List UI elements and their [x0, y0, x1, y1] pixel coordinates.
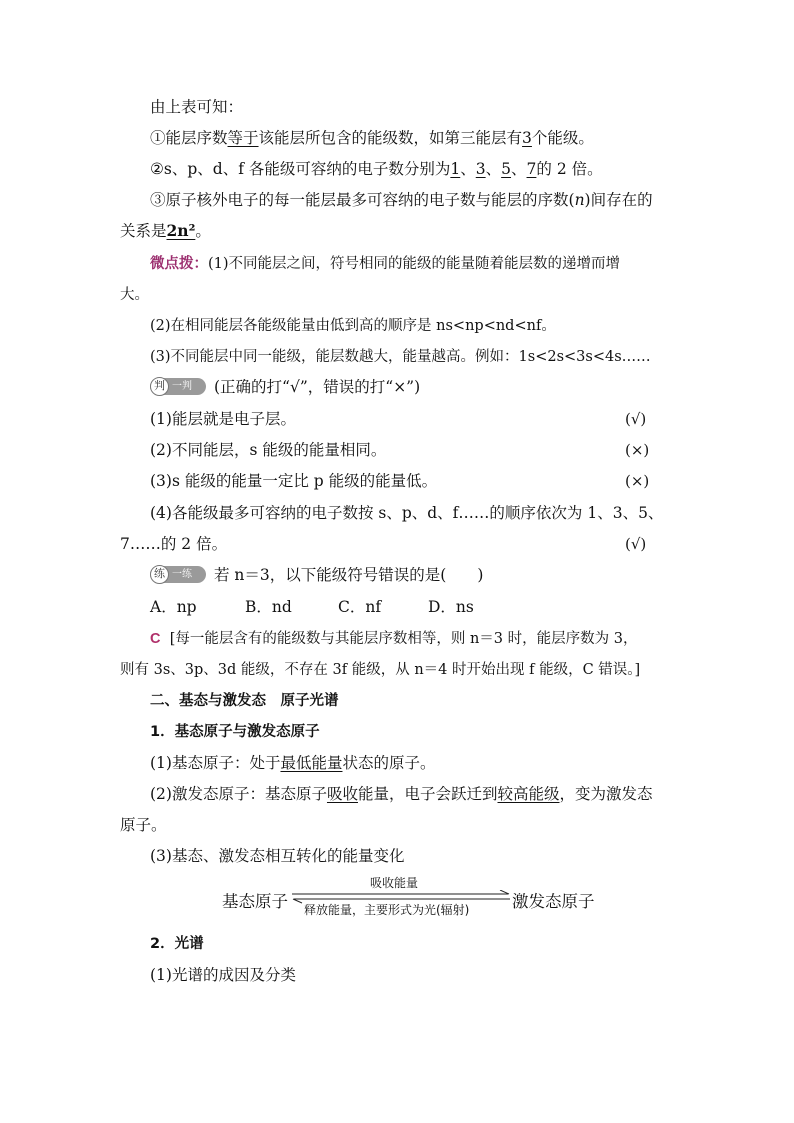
blank-answer: 最低能量 [280, 754, 343, 772]
blank-answer: 5 [501, 160, 512, 178]
judge-header [150, 376, 676, 398]
judge-item-4-cont: 7……的 2 倍。 [120, 535, 228, 553]
option-d: D．ns [428, 598, 474, 616]
judge-item-3: (3)s 能级的能量一定比 p 能级的能量低。 [150, 472, 438, 490]
blank-answer: 3 [475, 160, 486, 178]
point-3-cont: 关系是2n²。 [120, 221, 211, 240]
judge-item-4: (4)各能级最多可容纳的电子数按 s、p、d、f……的顺序依次为 1、3、5、 [150, 504, 664, 522]
point-2: ②s、p、d、f 各能级可容纳的电子数分别为1、3、5、7的 2 倍。 [150, 160, 603, 178]
subsection-1: 1．基态原子与激发态原子 [150, 724, 320, 740]
tip-line-3: (3)不同能层中同一能级，能层数越大，能量越高。例如：1s<2s<3s<4s…… [150, 349, 651, 365]
energy-change-title: (3)基态、激发态相互转化的能量变化 [150, 847, 405, 865]
absorb-label: 吸收能量 [370, 876, 419, 890]
section-heading: 二、基态与激发态 原子光谱 [150, 693, 339, 709]
tip-line-1-cont: 大。 [120, 287, 149, 303]
point-3: ③原子核外电子的每一能层最多可容纳的电子数与能层的序数(n)间存在的 [150, 191, 653, 209]
subsection-2: 2．光谱 [150, 936, 204, 952]
tip-label: 微点拨： [150, 255, 208, 272]
blank-answer: 3 [522, 129, 532, 147]
judge-badge-icon: 判 一判 [150, 378, 206, 395]
excited-state-def: (2)激发态原子：基态原子吸收能量，电子会跃迁到较高能级，变为激发态 [150, 785, 653, 803]
judge-instruction: (正确的打“√”，错误的打“×”) [214, 378, 421, 396]
intro-text: 由上表可知： [150, 98, 244, 116]
blank-answer: 7 [526, 160, 537, 178]
blank-answer: 1 [450, 160, 461, 178]
judge-mark-2: (×) [625, 441, 650, 459]
ground-state-label: 基态原子 [222, 892, 288, 911]
practice-question: 若 n＝3，以下能级符号错误的是( ) [214, 566, 484, 584]
judge-item-2: (2)不同能层，s 能级的能量相同。 [150, 441, 387, 459]
practice-badge-icon: 练 一练 [150, 566, 206, 583]
ground-state-def: (1)基态原子：处于最低能量状态的原子。 [150, 754, 436, 772]
answer-letter: C [150, 631, 161, 647]
release-label: 释放能量，主要形式为光(辐射) [304, 903, 470, 917]
practice-answer: C [每一能层含有的能级数与其能层序数相等，则 n＝3 时，能层序数为 3， [150, 631, 638, 647]
judge-item-1: (1)能层就是电子层。 [150, 410, 296, 428]
blank-answer: 较高能级 [497, 785, 560, 803]
excited-state-def-cont: 原子。 [120, 816, 167, 834]
blank-answer: 吸收 [326, 785, 358, 803]
option-a: A．np [150, 598, 197, 616]
transition-diagram [222, 876, 612, 922]
judge-mark-3: (×) [625, 472, 650, 490]
excited-state-label: 激发态原子 [512, 892, 595, 911]
tip-line-1: 微点拨：(1)不同能层之间，符号相同的能级的能量随着能层数的递增而增 [150, 255, 621, 272]
blank-answer: 2n² [166, 221, 196, 240]
tip-line-2: (2)在相同能层各能级能量由低到高的顺序是 ns<np<nd<nf。 [150, 318, 556, 334]
intro-line [150, 96, 676, 118]
judge-mark-1: (√) [625, 410, 647, 428]
point-1: ①能层序数等于该能层所包含的能级数，如第三能层有3个能级。 [150, 129, 594, 147]
practice-expl-cont: 则有 3s、3p、3d 能级，不存在 3f 能级，从 n＝4 时开始出现 f 能级，C 错误。] [120, 662, 641, 678]
spectrum-title: (1)光谱的成因及分类 [150, 966, 296, 984]
option-b: B．nd [245, 598, 292, 616]
practice-header [150, 564, 676, 586]
blank-answer: 等于 [227, 129, 259, 147]
judge-mark-4: (√) [625, 535, 647, 553]
option-c: C．nf [338, 598, 382, 616]
